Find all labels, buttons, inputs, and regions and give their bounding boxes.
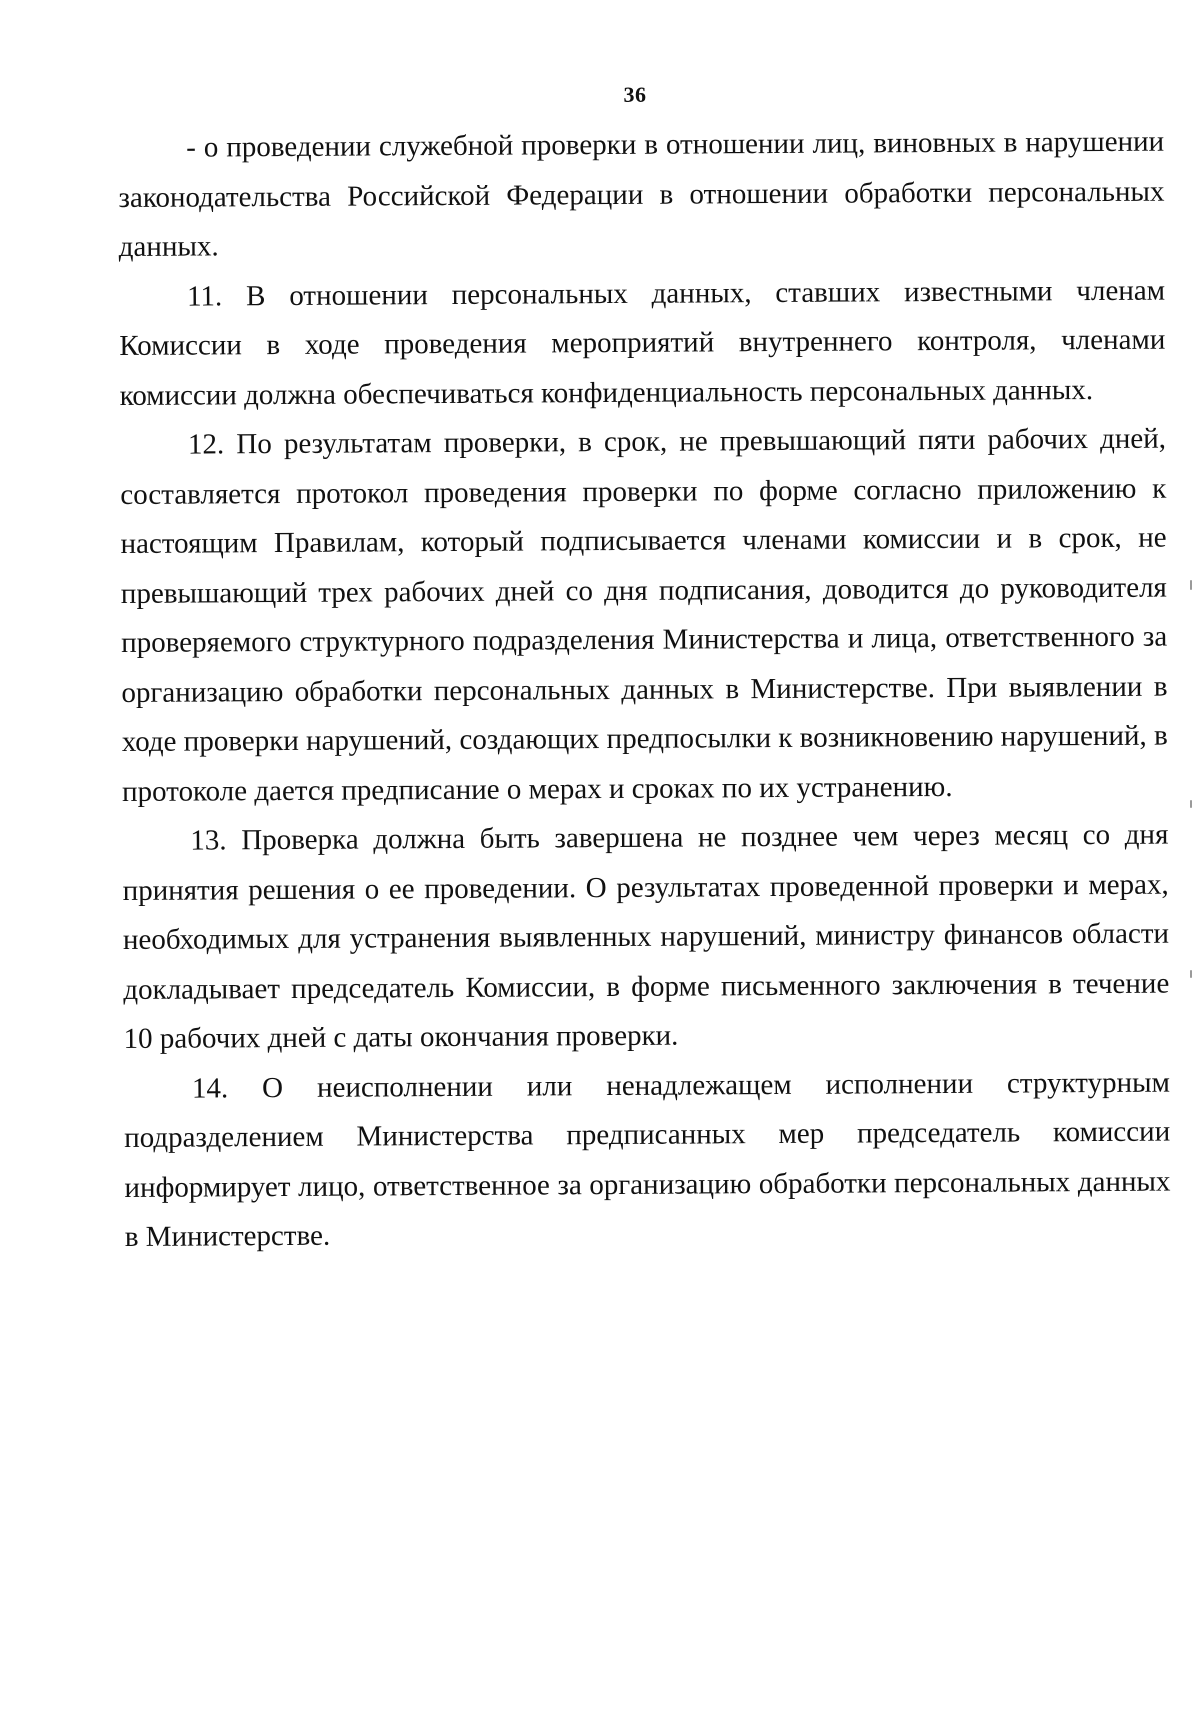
paragraph-13-inspection-deadline: 13. Проверка должна быть завершена не позднее чем через месяц со дня принятия решения о ее проведении. О результатах проведенной проверки и мерах, необходимых для устранения выявленных нарушений, министру финансов области докладывает председатель Комиссии, в форме письменного заключения в течение 10 рабочих дней с даты окончания проверки.: [122, 818, 1170, 1055]
paragraph-service-check: - о проведении служебной проверки в отношении лиц, виновных в нарушении законодательства Российской Федерации в отношении обработки персональных данных.: [118, 125, 1165, 263]
scan-artifact-mark: [1190, 800, 1192, 808]
paragraph-12-inspection-report: 12. По результатам проверки, в срок, не превышающий пяти рабочих дней, составляется протокол проведения проверки по форме согласно приложению к настоящим Правилам, который подписывается членами комиссии и в срок, не превышающий трех рабочих дней со дня подписания, доводится до руководителя проверяемого структурного подразделения Министерства и лица, ответственного за организацию обработки персональных данных в Министерстве. При выявлении в ходе проверки нарушений, создающих предпосылки к возникновению нарушений, в протоколе дается предписание о мерах и сроках по их устранению.: [120, 422, 1168, 808]
scan-artifact-mark: [1190, 580, 1192, 590]
page-number: 36: [623, 82, 647, 107]
paragraph-11-confidentiality: 11. В отношении персональных данных, ставших известными членам Комиссии в ходе проведения мероприятий внутреннего контроля, членами комиссии должна обеспечиваться конфиденциальность персональных данных.: [119, 274, 1166, 412]
scan-artifact-mark: [1190, 970, 1192, 978]
document-body: [118, 118, 1171, 1263]
paragraph-14-non-compliance: 14. О неисполнении или ненадлежащем исполнении структурным подразделением Министерства предписанных мер председатель комиссии информирует лицо, ответственное за организацию обработки персональных данных в Министерстве.: [124, 1066, 1171, 1253]
